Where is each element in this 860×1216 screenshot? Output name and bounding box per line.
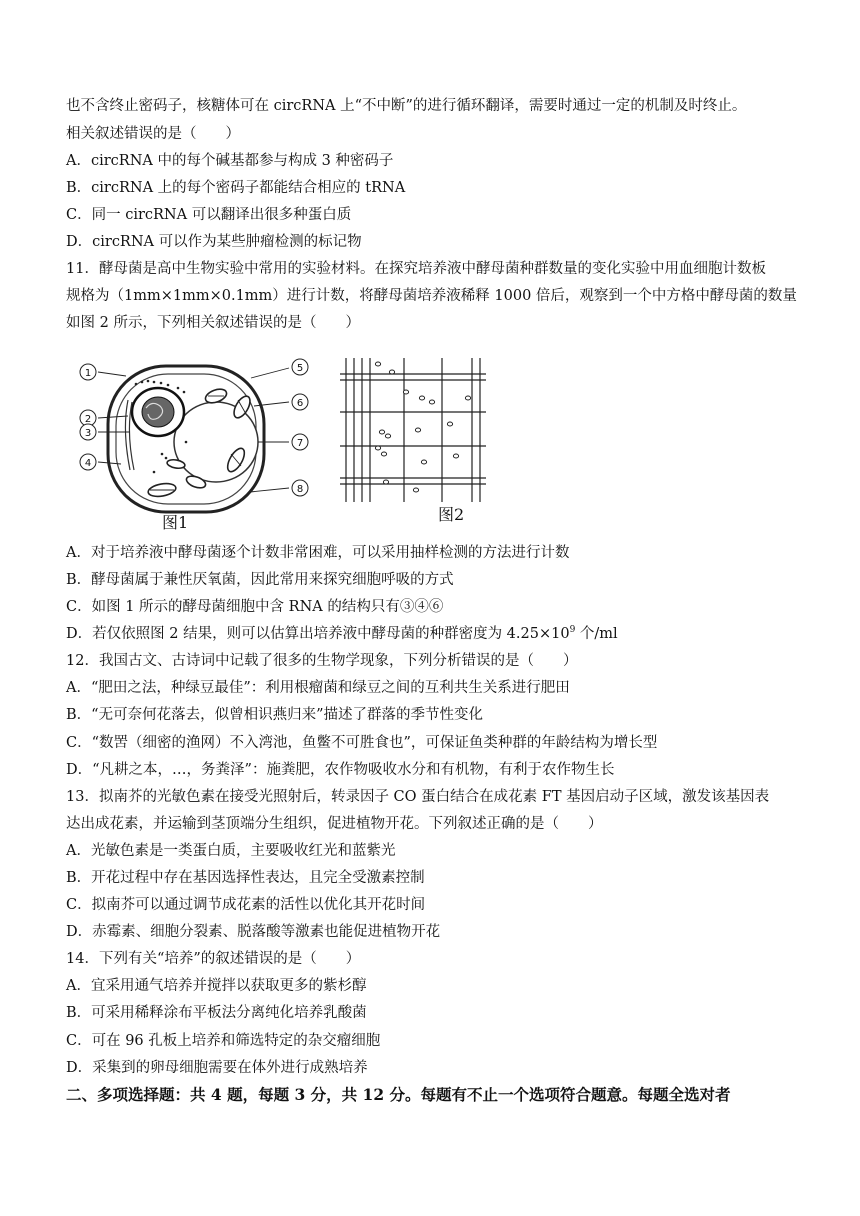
q10-stem-line-1: 也不含终止密码子，核糖体可在 circRNA 上“不中断”的进行循环翻译，需要时通过一定的机制及时终止。: [66, 98, 747, 114]
fig1-num-5: 5: [296, 363, 304, 374]
q11-option-d: [66, 624, 800, 644]
q12-stem: 12．我国古文、古诗词中记载了很多的生物学现象，下列分析错误的是（ ）: [66, 653, 578, 669]
yeast-cell-dot: [385, 434, 390, 438]
q10-option-c: C．同一 circRNA 可以翻译出很多种蛋白质: [66, 207, 352, 223]
q10-option-d: D．circRNA 可以作为某些肿瘤检测的标记物: [66, 234, 362, 250]
yeast-cell-dot: [375, 362, 380, 366]
q11-option-d-exponent: 9: [569, 625, 576, 636]
q11-option-a: A．对于培养液中酵母菌逐个计数非常困难，可以采用抽样检测的方法进行计数: [66, 545, 570, 561]
q13-option-d: D．赤霉素、细胞分裂素、脱落酸等激素也能促进植物开花: [66, 924, 441, 940]
q14-option-a: A．宜采用通气培养并搅拌以获取更多的紫杉醇: [66, 978, 367, 994]
q14-option-b: B．可采用稀释涂布平板法分离纯化培养乳酸菌: [66, 1005, 367, 1021]
q12-option-c: C．“数罟（细密的渔网）不入湾池，鱼鳖不可胜食也”，可保证鱼类种群的年龄结构为增长型: [66, 735, 658, 751]
yeast-cell-dot: [421, 460, 426, 464]
yeast-cell-dot: [415, 428, 420, 432]
yeast-cell-dot: [389, 370, 394, 374]
yeast-cell-dot: [429, 400, 434, 404]
fig1-num-8: 8: [296, 484, 304, 495]
q13-stem-line-1: 13．拟南芥的光敏色素在接受光照射后，转录因子 CO 蛋白结合在成花素 FT 基因启动子区域，激发该基因表: [66, 789, 770, 805]
yeast-cell-dot: [375, 446, 380, 450]
q12-option-b: B．“无可奈何花落去，似曾相识燕归来”描述了群落的季节性变化: [66, 707, 483, 723]
fig1-num-4: 4: [84, 458, 92, 469]
yeast-cell-dot: [383, 480, 388, 484]
yeast-cell-dot: [381, 452, 386, 456]
yeast-cell-dot: [403, 390, 408, 394]
q11-option-b: B．酵母菌属于兼性厌氧菌，因此常用来探究细胞呼吸的方式: [66, 572, 454, 588]
figure-2-label: 图2: [438, 505, 465, 524]
q11-option-d-text: D．若仅依照图 2 结果，则可以估算出培养液中酵母菌的种群密度为 4.25×10: [66, 626, 570, 642]
q13-option-b: B．开花过程中存在基因选择性表达，且完全受激素控制: [66, 870, 425, 886]
fig1-num-6: 6: [296, 398, 304, 409]
q13-option-c: C．拟南芥可以通过调节成花素的活性以优化其开花时间: [66, 897, 426, 913]
q14-option-c: C．可在 96 孔板上培养和筛选特定的杂交瘤细胞: [66, 1033, 381, 1049]
yeast-cell-dot: [419, 396, 424, 400]
fig1-num-3: 3: [84, 428, 92, 439]
q13-option-a: A．光敏色素是一类蛋白质，主要吸收红光和蓝紫光: [66, 843, 396, 859]
yeast-cell-dot: [465, 396, 470, 400]
q12-option-d: D．“凡耕之本，…，务粪泽”：施粪肥，农作物吸收水分和有机物，有利于农作物生长: [66, 762, 615, 778]
fig1-num-7: 7: [296, 438, 304, 449]
yeast-cell-dot: [413, 488, 418, 492]
q12-option-a: A．“肥田之法，种绿豆最佳”：利用根瘤菌和绿豆之间的互利共生关系进行肥田: [66, 680, 570, 696]
section-2-heading: 二、多项选择题：共 4 题，每题 3 分，共 12 分。每题有不止一个选项符合题意。每题全选对者: [66, 1085, 731, 1104]
q10-option-b: B．circRNA 上的每个密码子都能结合相应的 tRNA: [66, 180, 406, 196]
q10-stem-line-2: 相关叙述错误的是（ ）: [66, 126, 240, 142]
fig1-num-2: 2: [84, 414, 92, 425]
yeast-cell-dot: [453, 454, 458, 458]
figure-1-yeast-cell: [80, 359, 308, 530]
figure-2-yeast-cells: [375, 362, 470, 492]
q11-stem-line-1: 11．酵母菌是高中生物实验中常用的实验材料。在探究培养液中酵母菌种群数量的变化实验中用血细胞计数板: [66, 261, 766, 277]
figure-1-label: 图1: [162, 513, 189, 530]
q11-stem-line-2: 规格为（1mm×1mm×0.1mm）进行计数，将酵母菌培养液稀释 1000 倍后，观察到一个中方格中酵母菌的数量: [66, 288, 797, 304]
q11-option-c: C．如图 1 所示的酵母菌细胞中含 RNA 的结构只有③④⑥: [66, 599, 444, 615]
q10-option-a: A．circRNA 中的每个碱基都参与构成 3 种密码子: [66, 153, 394, 169]
q11-stem-line-3: 如图 2 所示，下列相关叙述错误的是（ ）: [66, 315, 360, 331]
figure-2-counting-grid: [340, 358, 486, 502]
fig1-num-1: 1: [84, 368, 92, 379]
q14-stem: 14．下列有关“培养”的叙述错误的是（ ）: [66, 951, 361, 967]
q11-option-d-unit: 个/ml: [575, 626, 618, 642]
q14-option-d: D．采集到的卵母细胞需要在体外进行成熟培养: [66, 1060, 368, 1076]
yeast-cell-dot: [379, 430, 384, 434]
q11-figures: [66, 352, 486, 530]
yeast-cell-dot: [447, 422, 452, 426]
q13-stem-line-2: 达出成花素，并运输到茎顶端分生组织，促进植物开花。下列叙述正确的是（ ）: [66, 816, 603, 832]
